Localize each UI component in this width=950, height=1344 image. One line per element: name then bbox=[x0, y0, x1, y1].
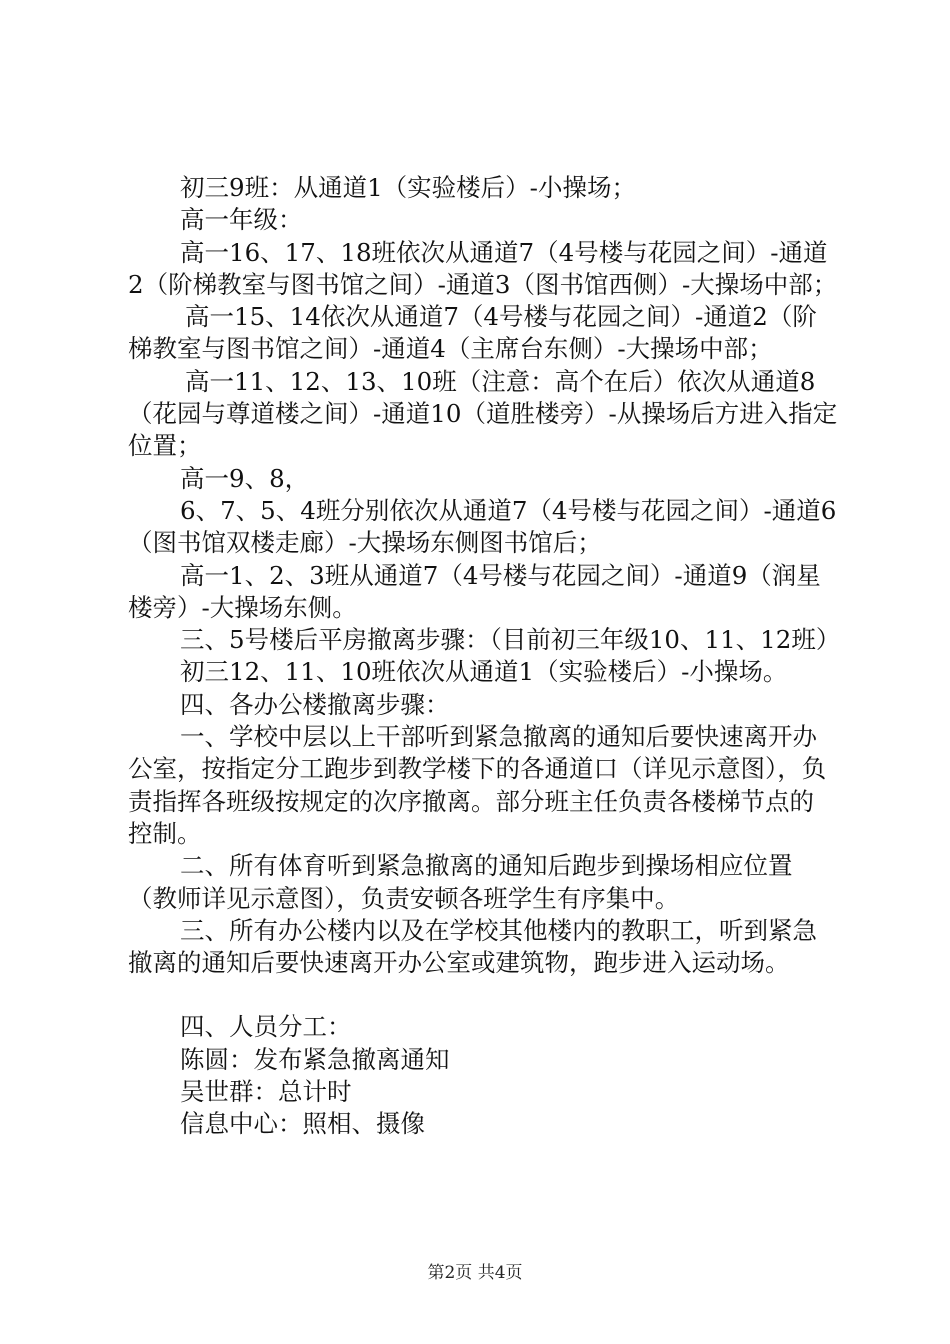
paragraph-grade9-route: 初三12、11、10班依次从通道1（实验楼后）-小操场。 bbox=[180, 657, 788, 687]
staff-line-info-center: 信息中心：照相、摄像 bbox=[180, 1109, 425, 1139]
paragraph-class11-13-route: 高一11、12、13、10班（注意：高个在后）依次从通道8（花园与尊道楼之间）-通道10（道胜楼旁）-从操场后方进入指定位置； bbox=[128, 366, 838, 461]
paragraph-class9-8: 高一9、8， bbox=[180, 463, 310, 493]
paragraph-class1-3-route: 高一1、2、3班从通道7（4号楼与花园之间）-通道9（润星楼旁）-大操场东侧。 bbox=[128, 560, 821, 622]
paragraph-office-step1: 一、学校中层以上干部听到紧急撤离的通知后要快速离开办公室，按指定分工跑步到教学楼下的各通道口（详见示意图），负责指挥各班级按规定的次序撤离。部分班主任负责各楼梯节点的控制。 bbox=[128, 722, 827, 848]
document-body bbox=[128, 172, 841, 1141]
paragraph-office-heading: 四、各办公楼撤离步骤： bbox=[180, 689, 450, 719]
paragraph-office-step2: 二、所有体育听到紧急撤离的通知后跑步到操场相应位置（教师详见示意图），负责安顿各班学生有序集中。 bbox=[128, 851, 793, 913]
section-spacer bbox=[128, 979, 838, 1011]
page-footer bbox=[0, 1262, 950, 1284]
paragraph-class16-18-route: 高一16、17、18班依次从通道7（4号楼与花园之间）-通道2（阶梯教室与图书馆之间）-通道3（图书馆西侧）-大操场中部； bbox=[128, 237, 838, 299]
page-number-label: 第2页 共4页 bbox=[427, 1263, 523, 1283]
paragraph-grade10-heading: 高一年级： bbox=[180, 205, 303, 235]
staff-line-wushiqun: 吴世群：总计时 bbox=[180, 1077, 352, 1107]
staff-line-chenyuan: 陈圆：发布紧急撤离通知 bbox=[180, 1044, 450, 1074]
paragraph-class6-4-route: 6、7、5、4班分别依次从通道7（4号楼与花园之间）-通道6（图书馆双楼走廊）-大操场东侧图书馆后； bbox=[128, 495, 837, 558]
staff-heading: 四、人员分工： bbox=[180, 1012, 352, 1042]
paragraph-class9-route: 初三9班：从通道1（实验楼后）-小操场； bbox=[180, 173, 636, 202]
paragraph-office-step3: 三、所有办公楼内以及在学校其他楼内的教职工，听到紧急撤离的通知后要快速离开办公室或建筑物，跑步进入运动场。 bbox=[128, 915, 817, 978]
paragraph-building5-heading: 三、5号楼后平房撤离步骤：（目前初三年级10、11、12班） bbox=[180, 625, 841, 655]
paragraph-class15-14-route: 高一15、14依次从通道7（4号楼与花园之间）-通道2（阶梯教室与图书馆之间）-通道4（主席台东侧）-大操场中部； bbox=[128, 302, 817, 364]
